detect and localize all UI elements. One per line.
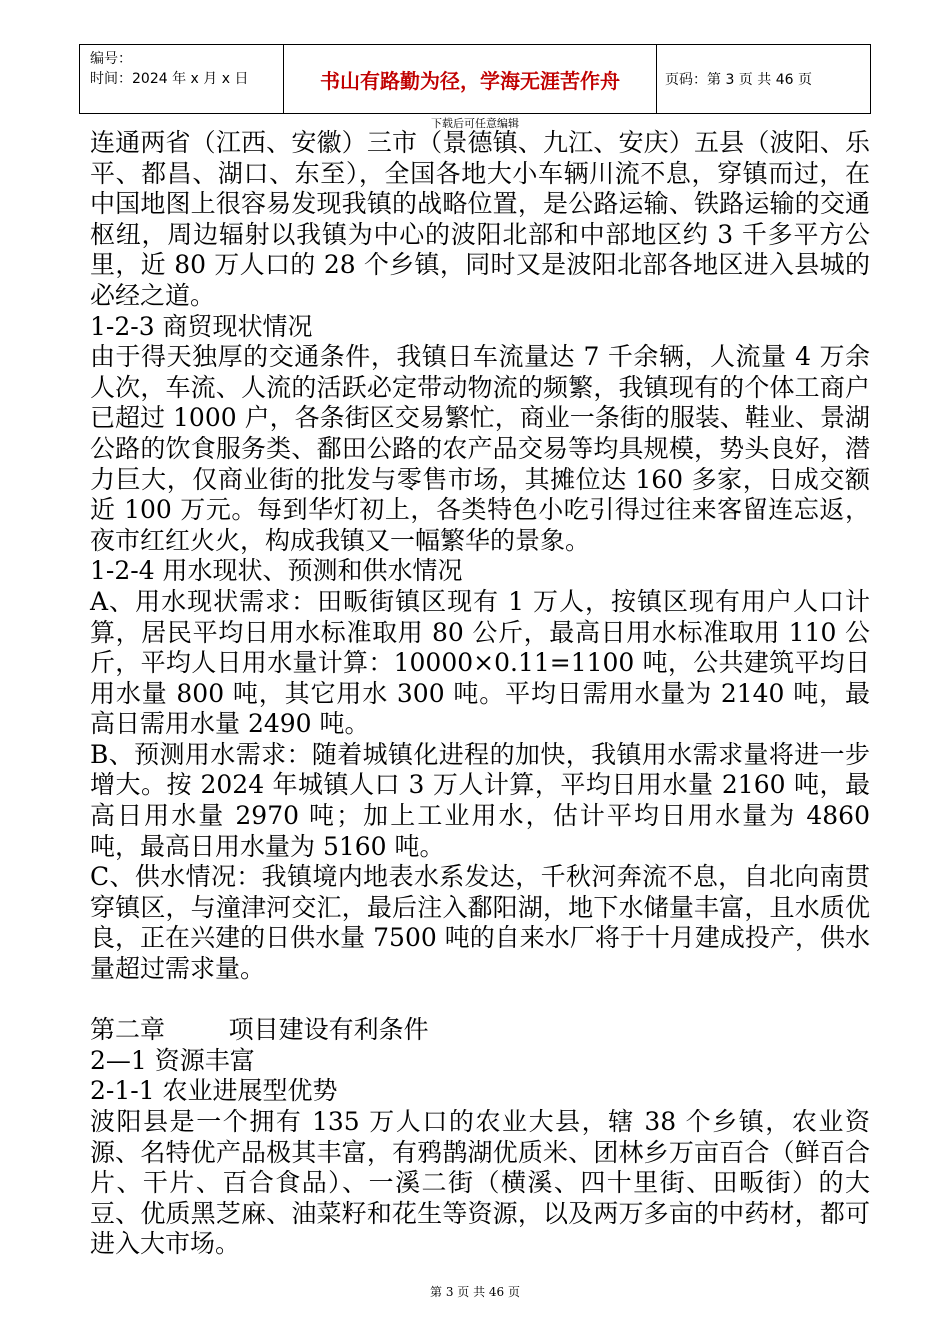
document-body [90, 128, 870, 1260]
header-slogan-cell [284, 45, 657, 113]
header-meta-cell [80, 45, 284, 113]
section-heading-commerce: 1-2-3 商贸现状情况 [90, 311, 313, 341]
paragraph-transport-hub: 连通两省（江西、安徽）三市（景德镇、九江、安庆）五县（波阳、乐平、都昌、湖口、东至），全国各地大小车辆川流不息，穿镇而过，在中国地图上很容易发现我镇的战略位置，是公路运输、铁路运输的交通枢纽，周边辐射以我镇为中心的波阳北部和中部地区约 3 千多平方公里，近 80 万人口的 28 个乡镇，同时又是波阳北部各地区进入县城的必经之道。 [90, 128, 870, 310]
chapter-heading: 第二章 项目建设有利条件 [90, 1015, 429, 1045]
header-slogan: 书山有路勤为径，学海无涯苦作舟 [320, 68, 620, 93]
blank-line [90, 985, 870, 1016]
section-heading-agriculture: 2-1-1 农业进展型优势 [90, 1076, 338, 1106]
page-footer: 第 3 页 共 46 页 [430, 1285, 520, 1299]
document-header [79, 44, 871, 114]
paragraph-water-demand-forecast: B、预测用水需求：随着城镇化进程的加快，我镇用水需求量将进一步增大。按 2024 年城镇人口 3 万人计算，平均日用水量 2160 吨，最高日用水量 2970 吨；加上工业用水，估计平均日用水量为 4860 吨，最高日用水量为 5160 吨。 [90, 739, 870, 861]
download-note: 下载后可任意编辑 [431, 117, 519, 130]
section-heading-water: 1-2-4 用水现状、预测和供水情况 [90, 556, 463, 586]
paragraph-agriculture: 波阳县是一个拥有 135 万人口的农业大县，辖 38 个乡镇，农业资源、名特优产品极其丰富，有鸦鹊湖优质米、团林乡万亩百合（鲜百合片、干片、百合食品）、一溪二街（横溪、四十里街、田畈街）的大豆、优质黑芝麻、油菜籽和花生等资源，以及两万多亩的中药材，都可进入大市场。 [90, 1107, 870, 1259]
document-id-label: 编号： [90, 51, 132, 67]
paragraph-water-demand-current: A、用水现状需求：田畈街镇区现有 1 万人，按镇区现有用户人口计算，居民平均日用水标准取用 80 公斤，最高日用水标准取用 110 公斤，平均人日用水量计算：10000×0.11=1100 吨，公共建筑平均日用水量 800 吨，其它用水 300 吨。平均日需用水量为 2140 吨，最高日需用水量 2490 吨。 [90, 586, 870, 739]
document-date: 时间：2024 年 x 月 x 日 [90, 71, 249, 87]
header-page-number: 页码：第 3 页 共 46 页 [665, 72, 812, 88]
section-heading-resources: 2—1 资源丰富 [90, 1045, 255, 1075]
paragraph-commerce: 由于得天独厚的交通条件，我镇日车流量达 7 千余辆，人流量 4 万余人次，车流、人流的活跃必定带动物流的频繁，我镇现有的个体工商户已超过 1000 户，各条街区交易繁忙，商业一条街的服装、鞋业、景湖公路的饮食服务类、鄱田公路的农产品交易等均具规模，势头良好，潜力巨大，仅商业街的批发与零售市场，其摊位达 160 多家，日成交额近 100 万元。每到华灯初上，各类特色小吃引得过往来客留连忘返，夜市红红火火，构成我镇又一幅繁华的景象。 [90, 342, 870, 555]
header-page-cell [657, 45, 870, 113]
paragraph-water-supply: C、供水情况：我镇境内地表水系发达，千秋河奔流不息，自北向南贯穿镇区，与潼津河交汇，最后注入鄱阳湖，地下水储量丰富，且水质优良，正在兴建的日供水量 7500 吨的自来水厂将于十月建成投产，供水量超过需求量。 [90, 862, 870, 984]
